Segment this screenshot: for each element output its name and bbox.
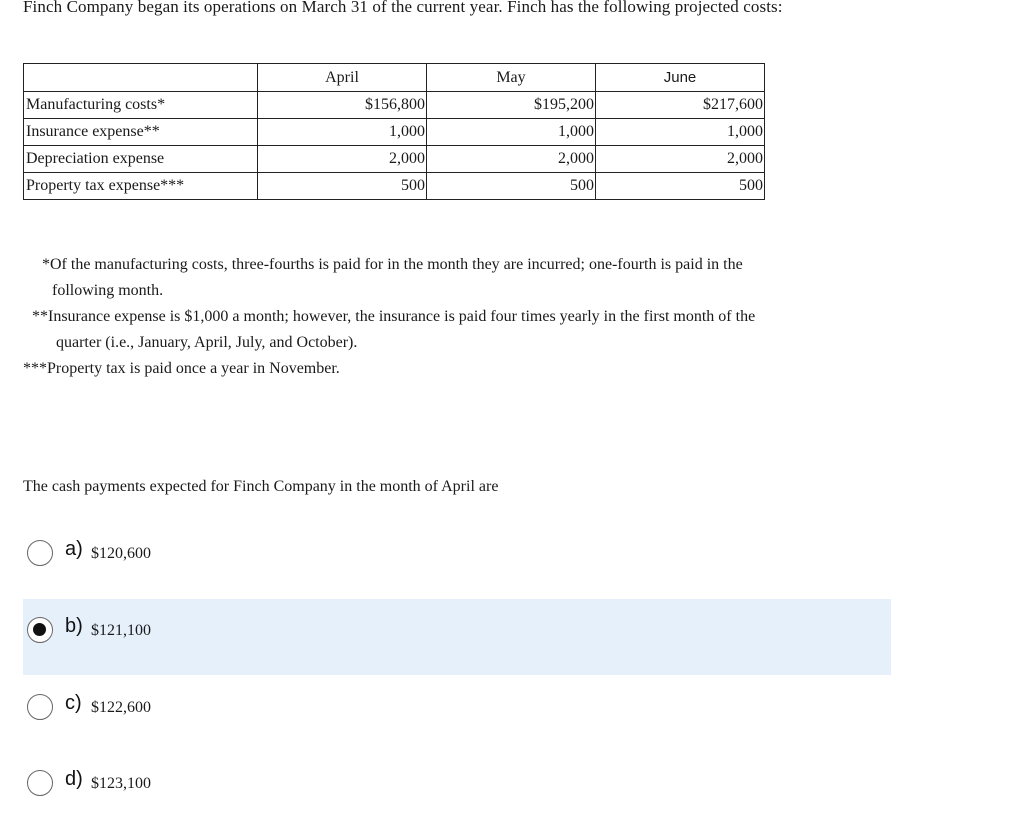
option-value: $122,600 (91, 699, 151, 716)
cell-may: 500 (427, 173, 596, 200)
answer-option-c[interactable] (23, 676, 891, 752)
footnote-text: ***Property tax is paid once a year in November. (23, 360, 340, 377)
footnote-property-tax (23, 356, 340, 382)
cell-april: 2,000 (258, 146, 427, 173)
option-value: $123,100 (91, 775, 151, 792)
radio-button-selected[interactable] (27, 617, 53, 643)
header-may: May (427, 64, 596, 92)
header-april: April (258, 64, 427, 92)
option-letter: c) (65, 692, 82, 714)
answer-option-a[interactable] (23, 522, 891, 598)
header-june: June (596, 64, 765, 92)
cell-may: 2,000 (427, 146, 596, 173)
radio-button[interactable] (27, 694, 53, 720)
row-label: Manufacturing costs* (24, 92, 258, 119)
option-value: $120,600 (91, 545, 151, 562)
cell-may: 1,000 (427, 119, 596, 146)
footnote-text: following month. (52, 282, 164, 299)
footnote-text: *Of the manufacturing costs, three-fourths is paid for in the month they are incurred; one-fourth is paid in the (42, 256, 743, 273)
table-row (24, 173, 765, 200)
table-row (24, 119, 765, 146)
problem-intro: Finch Company began its operations on March 31 of the current year. Finch has the following projected costs: (23, 0, 783, 16)
row-label: Depreciation expense (24, 146, 258, 173)
row-label: Insurance expense** (24, 119, 258, 146)
row-label: Property tax expense*** (24, 173, 258, 200)
table-row (24, 146, 765, 173)
option-letter: b) (65, 615, 83, 637)
cell-june: 1,000 (596, 119, 765, 146)
option-letter: a) (65, 538, 83, 560)
answer-option-b[interactable] (23, 599, 891, 675)
cell-june: 500 (596, 173, 765, 200)
projected-costs-table (23, 63, 765, 200)
answer-option-d[interactable] (23, 752, 891, 828)
cell-june: 2,000 (596, 146, 765, 173)
option-letter: d) (65, 768, 83, 790)
radio-button[interactable] (27, 770, 53, 796)
header-blank (24, 64, 258, 92)
cell-april: 1,000 (258, 119, 427, 146)
option-value: $121,100 (91, 622, 151, 639)
footnote-manufacturing (42, 252, 743, 304)
question-text: The cash payments expected for Finch Company in the month of April are (23, 478, 499, 495)
cell-april: 500 (258, 173, 427, 200)
table-header-row (24, 64, 765, 92)
table-row (24, 92, 765, 119)
footnote-text: **Insurance expense is $1,000 a month; however, the insurance is paid four times yearly in the first month of the (32, 308, 756, 325)
cell-april: $156,800 (258, 92, 427, 119)
radio-button[interactable] (27, 540, 53, 566)
cell-may: $195,200 (427, 92, 596, 119)
cell-june: $217,600 (596, 92, 765, 119)
footnote-insurance (32, 304, 755, 356)
footnote-text: quarter (i.e., January, April, July, and October). (56, 334, 358, 351)
